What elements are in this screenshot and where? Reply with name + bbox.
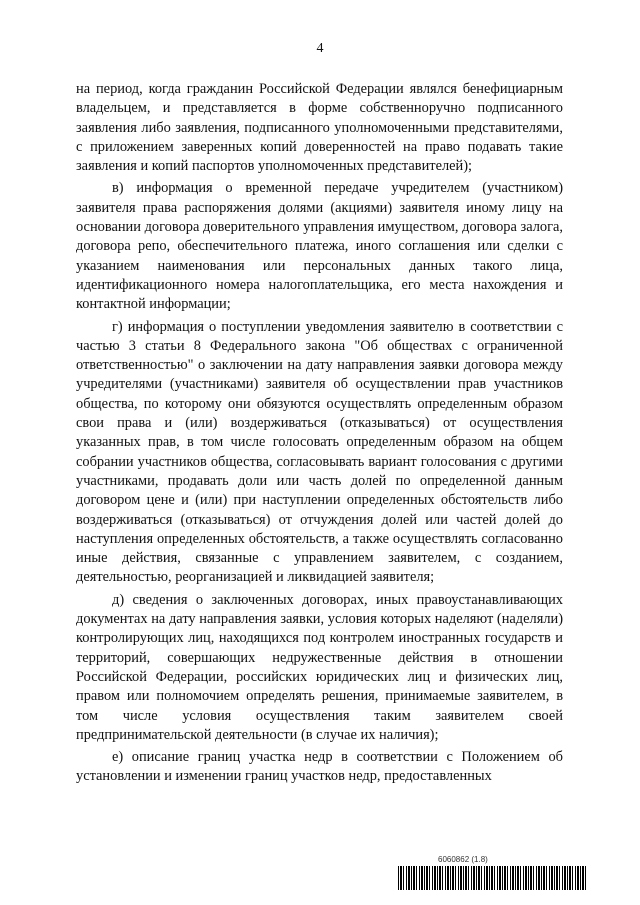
- paragraph-item-d: д) сведения о заключенных договорах, иных правоустанавливающих документах на дату направления заявки, условия которых наделяют (наделяли) контролирующих лиц, находящихся под контролем иностранных государств и территорий, совершающих недружественные действия в отношении Российской Федерации, российских юридических лиц и физических лиц, правом или полномочием определять решения, принимаемые заявителем, в том числе условия осуществления таким заявителем своей предпринимательской деятельности (в случае их наличия);: [76, 591, 563, 743]
- barcode-icon: [398, 866, 588, 890]
- barcode-id: 6060862 (1.8): [438, 855, 488, 864]
- barcode-block: [398, 855, 588, 891]
- paragraph-item-g: г) информация о поступлении уведомления заявителю в соответствии с частью 3 статьи 8 Федерального закона "Об обществах с ограниченной ответственностью" о заключении на дату направления заявки договора между учредителями (участниками) заявителя об осуществлении прав участников общества, по которому они обязуются осуществлять определенным образом свои права и (или) воздерживаться (отказываться) от осуществления указанных прав, в том числе голосовать определенным образом на общем собрании участников общества, согласовывать вариант голосования с другими участниками, продавать доли или часть долей по определенной данным договором цене и (или) при наступлении определенных обстоятельств либо воздерживаться (отказываться) от отчуждения долей или частей долей до наступления определенных обстоятельств, а также осуществлять согласованно иные действия, связанные с управлением заявителем, с созданием, деятельностью, реорганизацией и ликвидацией заявителя;: [76, 318, 563, 586]
- paragraph-item-e: е) описание границ участка недр в соответствии с Положением об установлении и изменении границ участков недр, предоставленных: [76, 749, 563, 785]
- page-number: 4: [316, 41, 324, 56]
- document-body: [76, 80, 563, 790]
- paragraph-item-v: в) информация о временной передаче учредителем (участником) заявителя права распоряжения долями (акциями) заявителя иному лицу на основании договора доверительного управления имуществом, договора залога, договора репо, обеспечительного платежа, иного соглашения или сделки с указанием наименования или персональных данных такого лица, идентификационного номера налогоплательщика, его места нахождения и контактной информации;: [76, 180, 563, 313]
- paragraph-continuation: на период, когда гражданин Российской Федерации являлся бенефициарным владельцем, и представляется в форме собственноручно подписанного заявления либо заявления, подписанного уполномоченными представителями, с приложением заверенных копий доверенностей на право подавать такие заявления и копий паспортов уполномоченных представителей);: [76, 81, 563, 175]
